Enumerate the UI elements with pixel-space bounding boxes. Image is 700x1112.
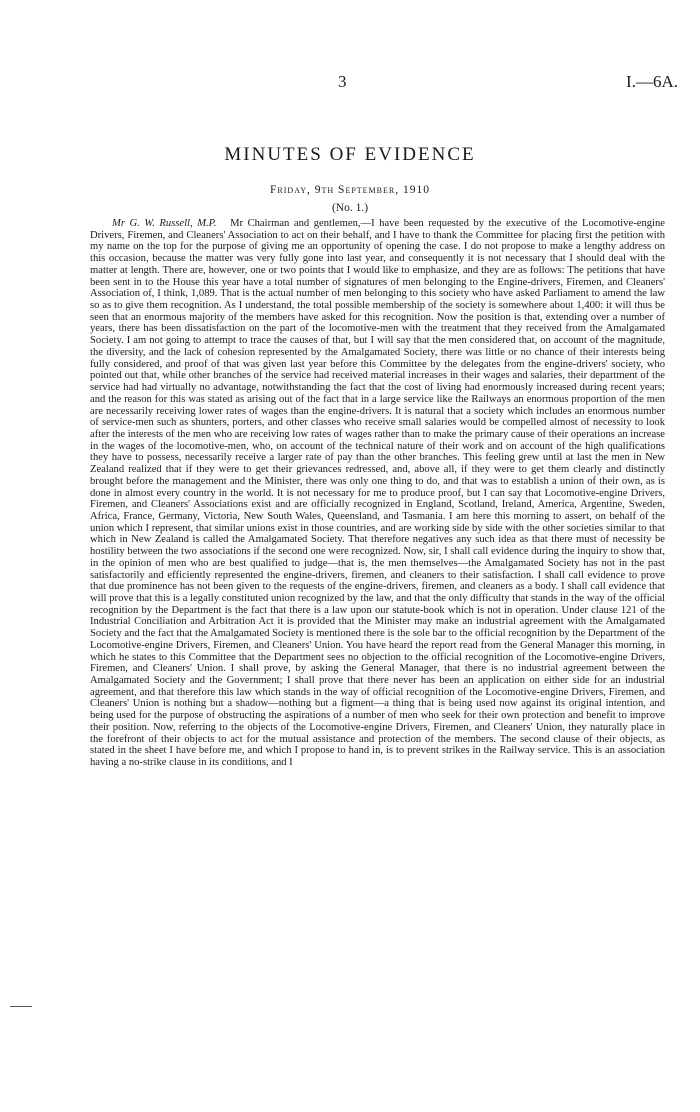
evidence-body: Mr Chairman and gentlemen,—I have been requested by the executive of the Locomotive-engine Drivers, Firemen, and Cleaners' Association to act on their behalf, and I have to thank the Committee for placing first the petition with my name on the top for the purpose of giving me an opportunity of opening the case. I do not propose to make a lengthy address on this occasion, because the matter was very fully gone into last year, and consequently it is not necessary that I should deal with the matter at length. There are, however, one or two points that I would like to emphasize, and they are as follows: The petitions that have been sent in to the House this year have a total number of signatures of men belonging to the Engine-drivers, Firemen, and Cleaners' Association of, I think, 1,089. That is the actual number of men belonging to this society who have asked Parliament to amend the law so as to give them recognition. As I understand, the total possible membership of the society is somewhere about 1,400: it will thus be seen that an enormous majority of the members have asked for this recognition. Now the position is that, extending over a number of years, there has been dissatisfaction on the part of the locomotive-men with the treatment that they received from the Amalgamated Society. I am not going to attempt to trace the causes of that, but I will say that the men considered that, on account of the magnitude, the diversity, and the lack of cohesion represented by the Amalgamated Society, there was little or no chance of their interests being fully considered, and proof of that was given last year before this Committee by the delegates from the engine-drivers' society, who pointed out that, while other branches of the service had received material increases in their wages and salaries, their department of the service had had virtually no advantage, notwithstanding the fact that the cost of living had enormously increased during recent years; and the reason for this was stated as arising out of the fact that in a large service like the Railways an enormous proportion of the men are necessarily receiving lower rates of wages than the engine-drivers. It is natural that a society which includes an enormous number of service-men such as shunters, porters, and other classes who receive small salaries would be compelled almost of necessity to look after the interests of the men who are receiving low rates of wages rather than to make the primary cause of their operations an increase in the wages of the locomotive-men, who, on account of the technical nature of their work and on account of the high qualifications they have to possess, necessarily receive a larger rate of pay than the other branches. This feeling grew until at last the men in New Zealand realized that if they were to get their grievances redressed, and, above all, if they were to get them clearly and distinctly brought before the management and the Minister, there was only one thing to do, and that was to establish a union of their own, as is done in almost every country in the world. It is not necessary for me to produce proof, but I can say that Locomotive-engine Drivers, Firemen, and Cleaners' Associations exist and are officially recognized in England, Scotland, Ireland, America, Argentine, Sweden, Africa, France, Germany, Victoria, New South Wales, Queensland, and Tasmania. I am here this morning to assert, on behalf of the union which I represent, that similar unions exist in those countries, and are working side by side with the other societies similar to that which in New Zealand is called the Amalgamated Society. That therefore negatives any such idea as that there must of necessity be hostility between the two associations if the second one were recognized. Now, sir, I shall call evidence during the inquiry to show that, in the opinion of men who are best qualified to judge—that is, the men themselves—the Amalgamated Society has not in the past satisfactorily and efficiently represented the engine-drivers, firemen, and cleaners to their satisfaction. I shall call evidence to prove that due prominence has not been given to the requests of the engine-drivers, firemen, and cleaners as a body. I shall call evidence that will prove that this is a legally constituted union recognized by the law, and that the only difficulty that stands in the way of the official recognition by the Department is the fact that there is a law upon our statute-book which is not in operation. Under clause 121 of the Industrial Conciliation and Arbitration Act it is provided that the Minister may make an industrial agreement with the Amalgamated Society and the fact that the Amalgamated Society is mentioned there is the sole bar to the official recognition by the Department of the Locomotive-engine Drivers, Firemen, and Cleaners' Union. You have heard the report read from the General Manager this morning, in which he states to this Committee that the Department sees no objection to the official recognition of the Locomotive-engine Drivers, Firemen, and Cleaners' Union. I shall prove, by asking the General Manager, that there is no industrial agreement between the Amalgamated Society and the Government; I shall prove that there never has been an application on either side for an industrial agreement, and that therefore this law which stands in the way of official recognition of the Locomotive-engine Drivers, Firemen, and Cleaners' Union is nothing but a shadow—nothing but a figment—a thing that is being used now against its original intention, and being used for the purpose of obstructing the aspirations of a number of men who seek for their own protection and benefit to improve their position. Now, referring to the objects of the Locomotive-engine Drivers, Firemen, and Cleaners' Union, they naturally place in the forefront of their objects to act for the mutual assistance and protection of the members. The second clause of their objects, as stated in the sheet I have before me, and which I propose to hand in, is to prevent strikes in the Railway service. This is an association having a no-strike clause in its conditions, and I bbox=[90, 218, 665, 769]
paper-reference: I.—6A. bbox=[626, 72, 678, 91]
sitting-date: Friday, 9th September, 1910 bbox=[270, 184, 430, 196]
evidence-number: (No. 1.) bbox=[331, 202, 369, 214]
margin-dash bbox=[10, 1006, 32, 1007]
page-number: 3 bbox=[338, 72, 347, 91]
document-title: MINUTES OF EVIDENCE bbox=[224, 144, 476, 165]
speaker-name: Mr G. W. Russell, M.P. bbox=[112, 218, 217, 229]
evidence-paragraph bbox=[90, 218, 665, 769]
